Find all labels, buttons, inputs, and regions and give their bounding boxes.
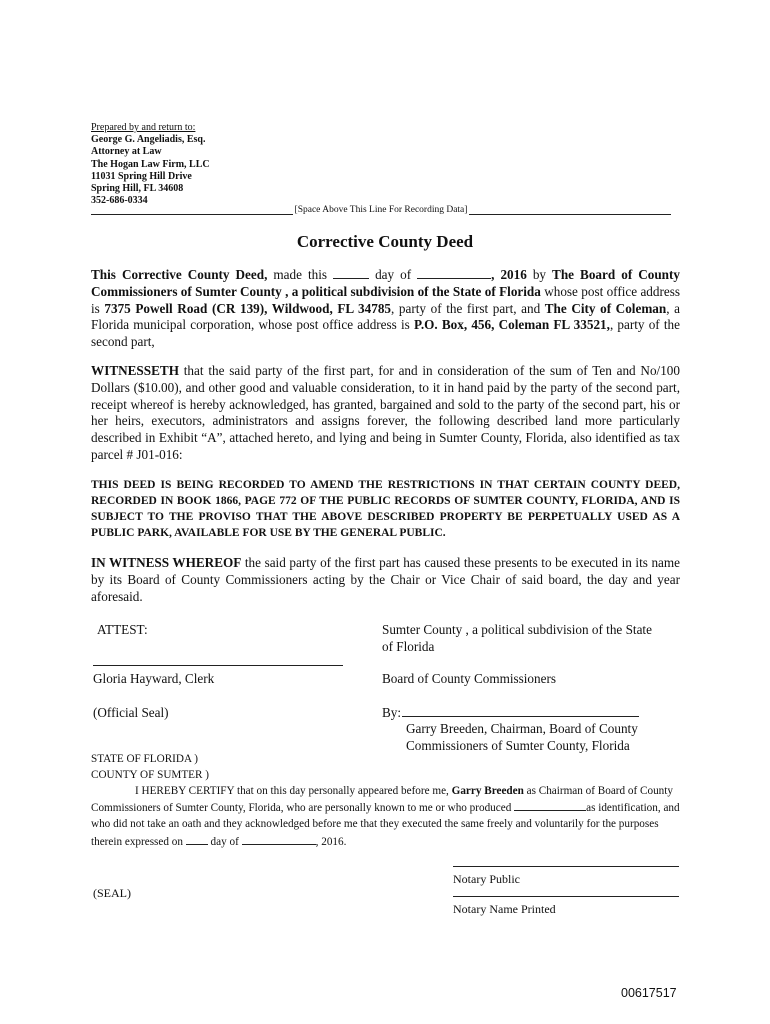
notary-county: COUNTY OF SUMTER ) — [91, 768, 209, 781]
clerk-signature-line — [93, 665, 343, 666]
certificate-text: I HEREBY CERTIFY that on this day personally appeared before me, — [135, 784, 452, 797]
certificate-text: , 2016. — [315, 835, 347, 848]
recording-rule-left — [91, 205, 293, 215]
intro-text: made this — [267, 267, 334, 282]
grantee-name: The City of Coleman — [544, 300, 667, 316]
document-number: 00617517 — [621, 986, 677, 1000]
certificate-text: day of — [207, 835, 242, 848]
in-witness-paragraph — [91, 555, 680, 605]
notary-day-blank — [186, 833, 208, 845]
grantor-address: 7375 Powell Road (CR 139), Wildwood, FL 34785 — [104, 300, 392, 316]
preparer-line: 352-686-0334 — [91, 195, 148, 207]
certificate-text: as identification, and who did not take an oath and they acknowledged before me that they executed the same freely and voluntarily for the purposes therein expressed on — [91, 802, 680, 848]
chair-signature-line — [402, 716, 639, 717]
preparer-line: George G. Angeliadis, Esq. — [91, 134, 206, 146]
intro-text: , party of the first part, and — [391, 300, 545, 316]
preparer-line: Attorney at Law — [91, 146, 162, 158]
chair-line2: Commissioners of Sumter County, Florida — [406, 738, 630, 753]
month-blank — [417, 266, 491, 279]
recording-line — [91, 205, 671, 215]
certificate-text: as Chairman of Board of County Commissioners of Sumter County, Florida, who are personally known to me or who produced — [91, 784, 673, 815]
county-line2: of Florida — [382, 639, 435, 654]
year-text: , 2016 — [491, 267, 527, 282]
attest-label: ATTEST: — [97, 622, 148, 637]
board-label: Board of County Commissioners — [382, 671, 557, 686]
recording-label: [Space Above This Line For Recording Data] — [294, 205, 468, 215]
intro-text: day of — [369, 267, 418, 282]
intro-text: whose post office address is — [91, 283, 680, 316]
notary-certificate — [91, 784, 680, 851]
official-seal-label: (Official Seal) — [93, 705, 169, 720]
grantor-name: The Board of County Commissioners of Sumter County , a political subdivision of the State of Florida — [91, 267, 680, 299]
notary-seal-label: (SEAL) — [93, 886, 131, 900]
deed-name: This Corrective County Deed, — [91, 267, 268, 282]
notary-block — [91, 752, 680, 851]
witnesseth-text: that the said party of the first part, for and in consideration of the sum of Ten and No/100 Dollars ($10.00), and other good and valuable consideration, to it in hand paid by the party of the second part, receipt whereof is hereby acknowledged, has granted, bargained and sold to the party of the second part, his or her heirs, executors, administrators and assigns forever, the following described land more particularly described in Exhibit “A”, attached hereto, and lying and being in Sumter County, Florida, also identified as tax parcel # J01-016: — [91, 363, 680, 462]
notary-name-printed-label: Notary Name Printed — [453, 902, 556, 916]
in-witness-lead: IN WITNESS WHEREOF — [91, 555, 242, 570]
witnesseth-lead: WITNESSETH — [91, 363, 179, 378]
recorded-notice: THIS DEED IS BEING RECORDED TO AMEND THE RESTRICTIONS IN THAT CERTAIN COUNTY DEED, RECORDED IN BOOK 1866, PAGE 772 OF THE PUBLIC RECORDS OF SUMTER COUNTY, FLORIDA, AND IS SUBJECT TO THE PROVISO THAT THE ABOVE DESCRIBED PROPERTY BE PERPETUALLY USED AS A PUBLIC PARK, AVAILABLE FOR USE BY THE GENERAL PUBLIC. — [91, 479, 680, 539]
intro-paragraph — [91, 266, 680, 351]
intro-text: , a Florida municipal corporation, whose post office address is — [91, 300, 680, 333]
chair-line1: Garry Breeden, Chairman, Board of County — [406, 721, 638, 736]
preparer-line: 11031 Spring Hill Drive — [91, 170, 192, 182]
grantee-address: P.O. Box, 456, Coleman FL 33521, — [413, 317, 610, 333]
notary-month-blank — [242, 833, 316, 845]
notary-public-line — [453, 866, 679, 867]
preparer-line: The Hogan Law Firm, LLC — [91, 158, 210, 170]
preparer-line: Spring Hill, FL 34608 — [91, 183, 184, 195]
notary-name-line — [453, 896, 679, 897]
intro-text: , party of the second part, — [91, 317, 680, 350]
day-blank — [333, 266, 369, 279]
witnesseth-paragraph — [91, 363, 680, 464]
in-witness-text: the said party of the first part has caused these presents to be executed in its name by its Board of County Commissioners acting by the Chair or Vice Chair of said board, the day and year aforesaid. — [91, 555, 680, 604]
notary-state: STATE OF FLORIDA ) — [91, 753, 198, 765]
clerk-name: Gloria Hayward, Clerk — [93, 671, 215, 686]
identification-blank — [514, 799, 586, 811]
county-line1: Sumter County , a political subdivision of the State — [382, 622, 652, 637]
prepared-by-block — [91, 122, 210, 207]
recording-rule-right — [469, 205, 671, 215]
notary-signer-name: Garry Breeden — [451, 784, 524, 797]
notary-public-label: Notary Public — [453, 872, 520, 886]
deed-title: Corrective County Deed — [296, 232, 474, 251]
prepared-by-label: Prepared by and return to: — [91, 122, 196, 133]
by-label: By: — [382, 705, 402, 720]
intro-text: by — [526, 267, 553, 282]
